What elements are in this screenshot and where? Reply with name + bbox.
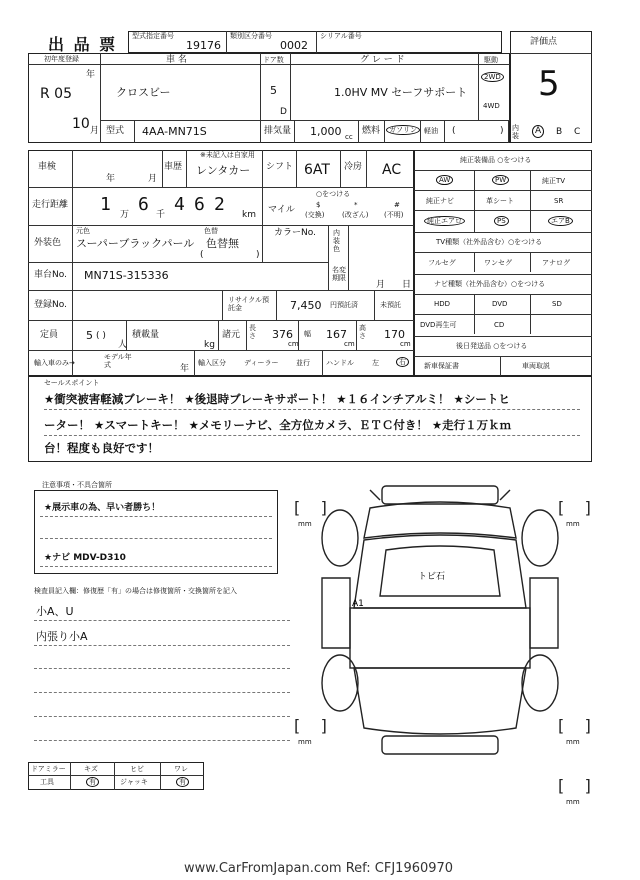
displacement-value: 1,000 [310,125,342,138]
rear-bumper-outline [382,736,498,754]
later-manual: 車両取説 [522,362,550,370]
tire-fl-unit: mm [298,520,312,528]
side-damage-label: A1 [352,599,364,609]
displacement-label: 排気量 [264,126,292,136]
mileage-digit-5: 2 [214,194,225,215]
meter-tamper: (改ざん) [342,211,369,219]
capacity-paren: ( ) [96,331,106,341]
recycle-not: 未預託 [380,301,401,309]
meter-exchange: (交換) [305,211,325,219]
model-label: 型式 [106,126,125,136]
front-left-tire [322,510,358,566]
doors-value: 5 [270,84,277,97]
left-side-outline [322,578,350,648]
meter-unknown-symbol: # [394,201,400,209]
legend-jack-yes: 有 [176,777,189,787]
usage-value: レンタカー [196,164,251,177]
katashiki-shitei-value: 19176 [186,39,221,52]
mile-label: マイル [268,205,295,215]
grade-value: 1.0HV MV セーフサポート [334,86,468,99]
meter-circle-note: ○をつける [316,190,351,198]
tire-fr-bracket: [ ] [558,498,591,517]
equip-sr: SR [554,197,564,205]
drive-4wd: 4WD [483,102,500,110]
handle-label: ハンドル [326,359,354,367]
ac-value: AC [382,162,402,178]
score-value: 5 [538,64,560,104]
year-unit: 年 [86,70,96,80]
first-reg-era: R 05 [40,86,72,102]
displacement-unit: cc [345,133,353,141]
sales-point-line-1: ★衝突被害軽減ブレーキ！ ★後退時ブレーキサポート！ ★１６インチアルミ！ ★シートヒ [44,392,510,406]
mileage-man-unit: 万 [120,210,130,220]
nav-dvd: DVD [492,300,508,308]
legend-jack: ジャッキ [120,778,148,786]
meter-tamper-symbol: * [354,201,358,209]
car-damage-diagram [290,478,590,778]
drive-label: 駆動 [484,56,498,64]
genuine-title: 純正装備品 ○をつける [460,156,532,164]
rear-window-outline [354,668,526,734]
fuel-label: 燃料 [362,126,381,136]
length-unit: cm [288,340,299,348]
import-parallel: 並行 [296,359,310,367]
shift-value: 6AT [304,162,330,178]
load-label: 積載量 [132,330,160,340]
length-label: 長さ [249,324,256,340]
form-title: 出 品 票 [48,35,118,54]
import-type-label: 輸入区分 [198,359,226,367]
later-warranty: 新車保証書 [424,362,459,370]
exterior-label: 外装色 [34,238,62,248]
front-right-tire [522,510,558,566]
inspector-label: 検査員記入欄：修復歴「有」の場合は修復箇所・交換箇所を記入 [34,587,237,595]
color-paren-close: ) [256,250,260,260]
later-title: 後日発送品 ○をつける [456,342,528,350]
model-value: 4AA-MN71S [142,125,207,138]
import-label: 輸入車のみ→ [34,359,75,367]
color-change-label: 色替 [204,227,218,235]
grade-label: グ レ ー ド [360,55,405,65]
height-label: 高さ [359,324,366,340]
sales-points-label: セールスポイント [44,379,100,387]
notes-line-1: ★展示車の為、早い者勝ち！ [44,503,161,513]
left-mirror-line [370,490,380,500]
notes-line-3: ★ナビ MDV-D310 [44,553,126,563]
colorno-label: カラーNo. [274,228,316,238]
interior-color-label: 内装色 [333,229,340,253]
fuel-paren-close: ) [500,126,504,136]
model-year-unit: 年 [180,364,190,374]
tv-fullseg: フルセグ [428,259,456,267]
tire-fr-unit: mm [566,520,580,528]
fuel-diesel: 軽油 [424,127,438,135]
first-reg-label: 初年度登録 [44,55,79,63]
orig-color-label: 元色 [76,227,90,235]
capacity-value: 5 [86,329,93,342]
doors-label: ドア数 [263,56,284,64]
width-unit: cm [344,340,355,348]
equip-pw: PW [492,175,509,185]
recycle-label: リサイクル預託金 [228,296,270,312]
serial-label: シリアル番号 [320,32,362,40]
doors-suffix: D [280,107,287,117]
meter-unknown: (不明) [384,211,404,219]
shaken-month-unit: 月 [148,174,158,184]
color-change-value: 色替無 [206,237,239,250]
car-name-value: クロスビー [116,86,171,99]
name-change-month: 月 [376,280,386,290]
usage-note: ※未記入は自家用 [200,151,255,159]
chassis-label: 車台No. [34,270,67,280]
hood-outline [364,502,516,538]
equip-aero: 純正エアロ [424,216,465,226]
sales-point-line-2: ーター！ ★スマートキー！ ★メモリーナビ、全方位カメラ、ＥＴＣ付き！ ★走行１万ｋｍ [44,418,512,432]
chassis-value: MN71S-315336 [84,269,169,282]
equip-leather-seat: 革シート [486,197,514,205]
spec-label: 諸元 [222,330,241,340]
rear-left-tire [322,655,358,711]
equip-aw: AW [436,175,453,185]
tire-rl-bracket: [ ] [294,716,327,735]
sales-point-line-3: 台！程度も良好です！ [44,441,159,455]
nav-sd: SD [552,300,562,308]
tv-analog: アナログ [542,259,570,267]
tire-spare-bracket: [ ] [558,776,591,795]
windshield-outline [380,546,500,596]
legend-tools: 工具 [40,778,54,786]
right-side-outline [530,578,558,648]
exterior-value: スーパーブラックパール [76,237,195,250]
tv-oneseg: ワンセグ [484,259,512,267]
interior-label: 内装 [512,124,519,140]
equip-genuine-tv: 純正TV [542,177,566,185]
interior-grade-c: C [574,127,581,137]
height-value: 170 [384,328,405,341]
shift-label: シフト [266,162,294,172]
month-unit: 月 [90,126,100,136]
load-unit: kg [204,340,215,350]
legend-break: ワレ [174,765,188,773]
nav-cd: CD [494,321,505,329]
interior-grade-b: B [556,127,563,137]
equip-genuine-nav: 純正ナビ [426,197,454,205]
name-change-label: 名変期限 [332,266,346,282]
drive-2wd: 2WD [481,72,504,82]
import-dealer: ディーラー [244,359,279,367]
shaken-label: 車検 [38,162,57,172]
roof-outline [350,608,530,668]
model-year-label: モデル年式 [104,353,132,369]
mileage-digit-4: 6 [194,194,205,215]
handle-left: 左 [372,359,379,367]
height-unit: cm [400,340,411,348]
ruibetsu-value: 0002 [280,39,308,52]
mileage-digit-3: 4 [174,194,185,215]
recycle-unit: 円預託済 [330,301,358,309]
name-change-day: 日 [402,280,412,290]
registration-label: 登録No. [34,300,67,310]
inspector-line-1: 小A、U [36,605,74,618]
equip-ps: PS [494,216,509,226]
first-reg-month: 10 [72,116,90,132]
rear-right-tire [522,655,558,711]
usage-label: 車歴 [164,162,183,172]
legend-door-mirror: ドアミラー [31,765,66,773]
car-name-label: 車 名 [166,55,187,65]
fuel-paren: ( [452,126,456,136]
tire-rr-unit: mm [566,738,580,746]
tire-fl-bracket: [ ] [294,498,327,517]
header-codes [128,31,502,53]
width-label: 幅 [304,330,311,338]
tire-rr-bracket: [ ] [558,716,591,735]
inspector-line-2: 内張り小A [36,630,88,643]
interior-grade-a: A [532,125,544,138]
nav-hdd: HDD [434,300,451,308]
footer-watermark: www.CarFromJapan.com Ref: CFJ1960970 [184,861,454,876]
width-value: 167 [326,328,347,341]
right-mirror-line [500,490,510,500]
notes-label: 注意事項・不具合箇所 [42,481,112,489]
tire-spare-unit: mm [566,798,580,806]
mileage-sen-unit: 千 [156,210,166,220]
ac-label: 冷房 [344,162,363,172]
recycle-value: 7,450 [290,299,322,312]
nav-dvd-play: DVD再生可 [420,321,457,329]
mileage-digit-2: 6 [138,194,149,215]
tire-rl-unit: mm [298,738,312,746]
legend-tools-yes: 有 [86,777,99,787]
capacity-unit: 人 [118,340,128,350]
tv-title: TV種類（社外品含む）○をつける [436,238,543,246]
mileage-unit: km [242,210,256,220]
capacity-label: 定員 [40,330,59,340]
equip-airbag: エアB [548,216,573,226]
fuel-gasoline: ガソリン [386,125,420,135]
nav-title: ナビ種類（社外品含む）○をつける [434,280,546,288]
color-paren-open: ( [200,250,204,260]
shaken-year-unit: 年 [106,174,116,184]
windshield-damage-label: トビ石 [418,572,446,582]
handle-right: 右 [396,357,409,367]
katashiki-shitei-label: 型式指定番号 [132,32,174,40]
mileage-digit-1: 1 [100,194,111,215]
length-value: 376 [272,328,293,341]
meter-exchange-symbol: $ [316,201,321,209]
mileage-label: 走行距離 [32,200,69,210]
legend-scratch: キズ [84,765,98,773]
ruibetsu-label: 類別区分番号 [230,32,272,40]
legend-crack: ヒビ [130,765,144,773]
score-label: 評価点 [530,37,558,47]
